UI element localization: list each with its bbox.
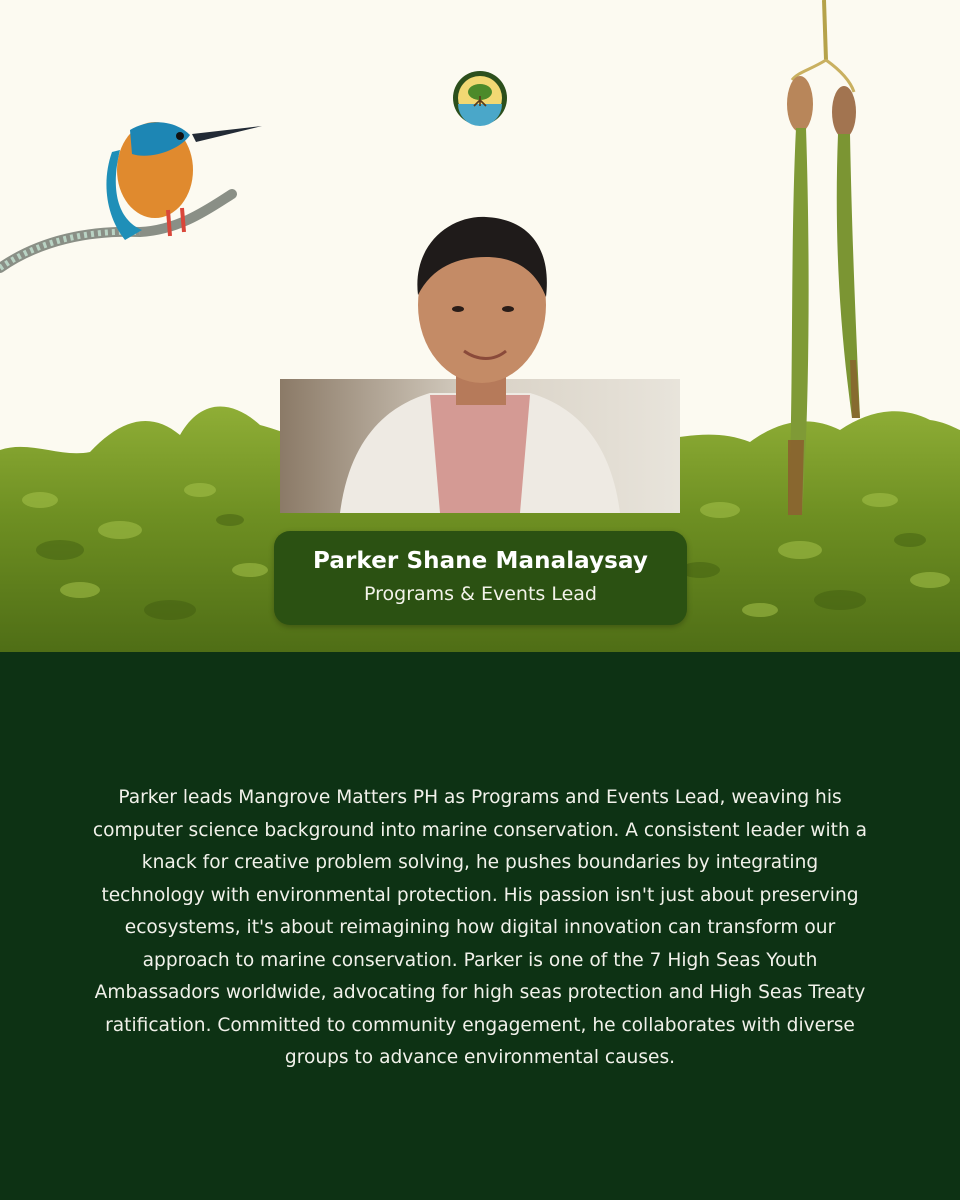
kingfisher-icon — [0, 90, 280, 290]
profile-role: Programs & Events Lead — [364, 583, 597, 605]
mangrove-tree-logo-icon — [452, 70, 508, 126]
bio-text: Parker leads Mangrove Matters PH as Programs and Events Lead, weaving his computer science background into marine conservation. A consistent leader with a knack for creative problem solving, he pushes boundaries by integrating technology with environmental protection. His passion isn't just about preserving ecosystems, it's about reimagining how digital innovation can transform our approach to marine conservation. Parker is one of the 7 High Seas Youth Ambassadors worldwide, advocating for high seas protection and High Seas Treaty ratification. Committed to community engagement, he collaborates with diverse groups to advance environmental causes. — [92, 787, 868, 1068]
name-card — [274, 531, 687, 625]
profile-photo — [280, 205, 680, 513]
profile-name: Parker Shane Manalaysay — [313, 548, 648, 574]
mangrove-propagule-icon — [770, 0, 870, 520]
